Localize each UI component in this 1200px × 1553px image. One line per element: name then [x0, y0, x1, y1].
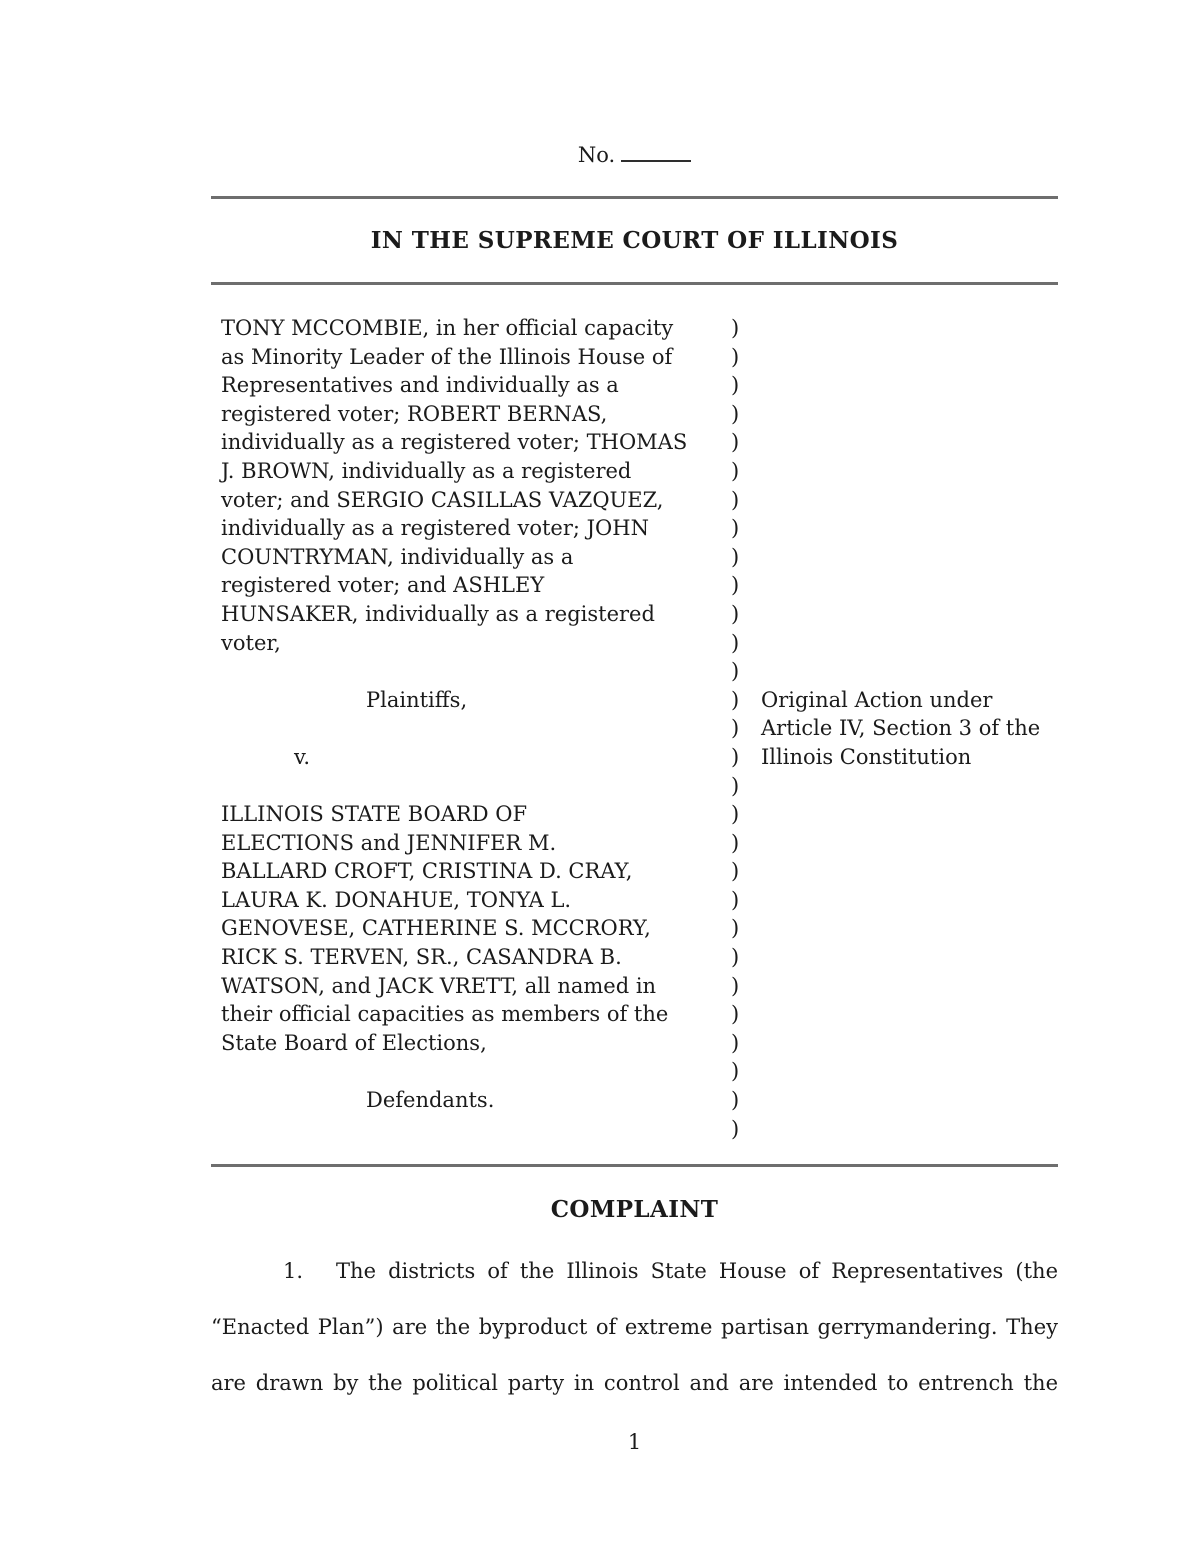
caption-row: [211, 457, 1058, 486]
caption-row: [211, 1057, 1058, 1086]
paragraph-line: [211, 1257, 1058, 1285]
caption-right-text: [761, 400, 1058, 429]
case-number-label: No.: [577, 143, 616, 167]
caption-right-text: Illinois Constitution: [761, 744, 972, 769]
caption-paren: ): [731, 487, 740, 512]
caption-paren: ): [731, 630, 740, 655]
caption-left-text: voter; and SERGIO CASILLAS VAZQUEZ,: [221, 487, 664, 512]
caption-paren: ): [731, 830, 740, 855]
caption-row: [211, 571, 1058, 600]
caption-left-text: [211, 1057, 731, 1086]
caption-right-text: [761, 972, 1058, 1001]
caption-left-text: Plaintiffs,: [366, 687, 468, 712]
caption-paren: ): [731, 544, 740, 569]
caption-left-text: [211, 1115, 731, 1144]
caption-paren: ): [731, 601, 740, 626]
complaint-heading: COMPLAINT: [550, 1196, 719, 1224]
caption-paren: ): [731, 1059, 740, 1084]
case-number-blank: [621, 157, 691, 162]
paragraph-number: 1.: [283, 1259, 304, 1284]
caption-paren: ): [731, 516, 740, 541]
horizontal-rule-middle: [211, 282, 1058, 285]
caption-right-text: [761, 571, 1058, 600]
horizontal-rule-top: [211, 196, 1058, 199]
caption-right-text: [761, 772, 1058, 801]
caption-rows: [211, 314, 1058, 1143]
case-caption: [211, 314, 1058, 1143]
caption-left-text: their official capacities as members of the: [221, 1002, 669, 1027]
caption-paren: ): [731, 945, 740, 970]
caption-left-text: LAURA K. DONAHUE, TONYA L.: [221, 887, 572, 912]
caption-row: [211, 800, 1058, 829]
caption-row: [211, 943, 1058, 972]
caption-left-text: Representatives and individually as a: [221, 373, 619, 398]
caption-row: [211, 1086, 1058, 1115]
paragraph-line-text: The districts of the Illinois State House of Representatives (the: [336, 1259, 1058, 1284]
paragraph-line: are drawn by the political party in control and are intended to entrench the: [211, 1371, 1058, 1396]
caption-right-text: [761, 600, 1058, 629]
caption-left-text: GENOVESE, CATHERINE S. MCCRORY,: [221, 916, 651, 941]
caption-right-text: [761, 1029, 1058, 1058]
caption-paren: ): [731, 973, 740, 998]
caption-left-text: individually as a registered voter; JOHN: [221, 516, 649, 541]
caption-row: [211, 514, 1058, 543]
caption-left-text: COUNTRYMAN, individually as a: [221, 544, 574, 569]
caption-row: [211, 1029, 1058, 1058]
caption-left-text: WATSON, and JACK VRETT, all named in: [221, 973, 657, 998]
caption-row: [211, 371, 1058, 400]
caption-row: [211, 486, 1058, 515]
caption-left-text: BALLARD CROFT, CRISTINA D. CRAY,: [221, 859, 633, 884]
court-title: IN THE SUPREME COURT OF ILLINOIS: [370, 227, 899, 254]
caption-left-text: registered voter; and ASHLEY: [221, 573, 545, 598]
caption-row: [211, 829, 1058, 858]
caption-paren: ): [731, 659, 740, 684]
caption-left-text: J. BROWN, individually as a registered: [221, 458, 632, 483]
caption-left-text: [211, 714, 731, 743]
case-number-line: [211, 142, 1058, 169]
caption-paren: ): [731, 887, 740, 912]
caption-row: [211, 543, 1058, 572]
caption-right-text: [761, 343, 1058, 372]
caption-row: [211, 686, 1058, 715]
caption-paren: ): [731, 430, 740, 455]
caption-left-text: [211, 772, 731, 801]
caption-right-text: [761, 428, 1058, 457]
caption-right-text: [761, 943, 1058, 972]
caption-paren: ): [731, 859, 740, 884]
caption-paren: ): [731, 802, 740, 827]
caption-row: [211, 343, 1058, 372]
caption-right-text: [761, 914, 1058, 943]
page-number: 1: [627, 1430, 642, 1455]
caption-right-text: [761, 1115, 1058, 1144]
caption-right-text: Article IV, Section 3 of the: [761, 716, 1041, 741]
caption-paren: ): [731, 916, 740, 941]
horizontal-rule-bottom: [211, 1164, 1058, 1167]
caption-right-text: [761, 629, 1058, 658]
caption-right-text: [761, 829, 1058, 858]
caption-row: [211, 914, 1058, 943]
caption-left-text: v.: [294, 744, 311, 769]
caption-left-text: State Board of Elections,: [221, 1030, 487, 1055]
caption-paren: ): [731, 458, 740, 483]
caption-left-text: [211, 657, 731, 686]
caption-row: [211, 657, 1058, 686]
caption-row: [211, 400, 1058, 429]
caption-row: [211, 1000, 1058, 1029]
caption-right-text: [761, 1086, 1058, 1115]
caption-row: [211, 743, 1058, 772]
caption-row: [211, 886, 1058, 915]
caption-right-text: [761, 657, 1058, 686]
caption-right-text: [761, 486, 1058, 515]
caption-right-text: [761, 800, 1058, 829]
caption-paren: ): [731, 687, 740, 712]
caption-row: [211, 314, 1058, 343]
caption-right-text: [761, 457, 1058, 486]
caption-right-text: [761, 1057, 1058, 1086]
caption-left-text: voter,: [221, 630, 281, 655]
caption-left-text: TONY MCCOMBIE, in her official capacity: [221, 316, 674, 340]
caption-left-text: as Minority Leader of the Illinois House of: [221, 344, 673, 369]
caption-right-text: [761, 543, 1058, 572]
caption-row: [211, 428, 1058, 457]
caption-paren: ): [731, 1030, 740, 1055]
document-content: [0, 142, 1200, 1454]
caption-row: [211, 972, 1058, 1001]
caption-right-text: [761, 371, 1058, 400]
caption-right-text: [761, 314, 1058, 343]
caption-left-text: registered voter; ROBERT BERNAS,: [221, 401, 608, 426]
caption-paren: ): [731, 401, 740, 426]
caption-right-text: [761, 886, 1058, 915]
caption-paren: ): [731, 373, 740, 398]
caption-right-text: Original Action under: [761, 687, 993, 712]
caption-left-text: Defendants.: [366, 1088, 495, 1113]
caption-paren: ): [731, 773, 740, 798]
caption-right-text: [761, 514, 1058, 543]
paragraph-line: “Enacted Plan”) are the byproduct of extreme partisan gerrymandering. They: [211, 1315, 1058, 1340]
caption-left-text: ELECTIONS and JENNIFER M.: [221, 830, 557, 855]
caption-row: [211, 600, 1058, 629]
caption-right-text: [761, 1000, 1058, 1029]
caption-paren: ): [731, 316, 740, 340]
caption-paren: ): [731, 1116, 740, 1141]
caption-paren: ): [731, 573, 740, 598]
caption-row: [211, 772, 1058, 801]
caption-left-text: RICK S. TERVEN, SR., CASANDRA B.: [221, 945, 622, 970]
caption-row: [211, 857, 1058, 886]
caption-row: [211, 1115, 1058, 1144]
caption-paren: ): [731, 744, 740, 769]
caption-right-text: [761, 857, 1058, 886]
caption-left-text: HUNSAKER, individually as a registered: [221, 601, 655, 626]
caption-row: [211, 714, 1058, 743]
caption-paren: ): [731, 716, 740, 741]
caption-left-text: ILLINOIS STATE BOARD OF: [221, 802, 528, 827]
caption-paren: ): [731, 1002, 740, 1027]
complaint-paragraph-1: [211, 1257, 1058, 1397]
caption-row: [211, 629, 1058, 658]
caption-left-text: individually as a registered voter; THOMAS: [221, 430, 688, 455]
caption-paren: ): [731, 1088, 740, 1113]
caption-paren: ): [731, 344, 740, 369]
